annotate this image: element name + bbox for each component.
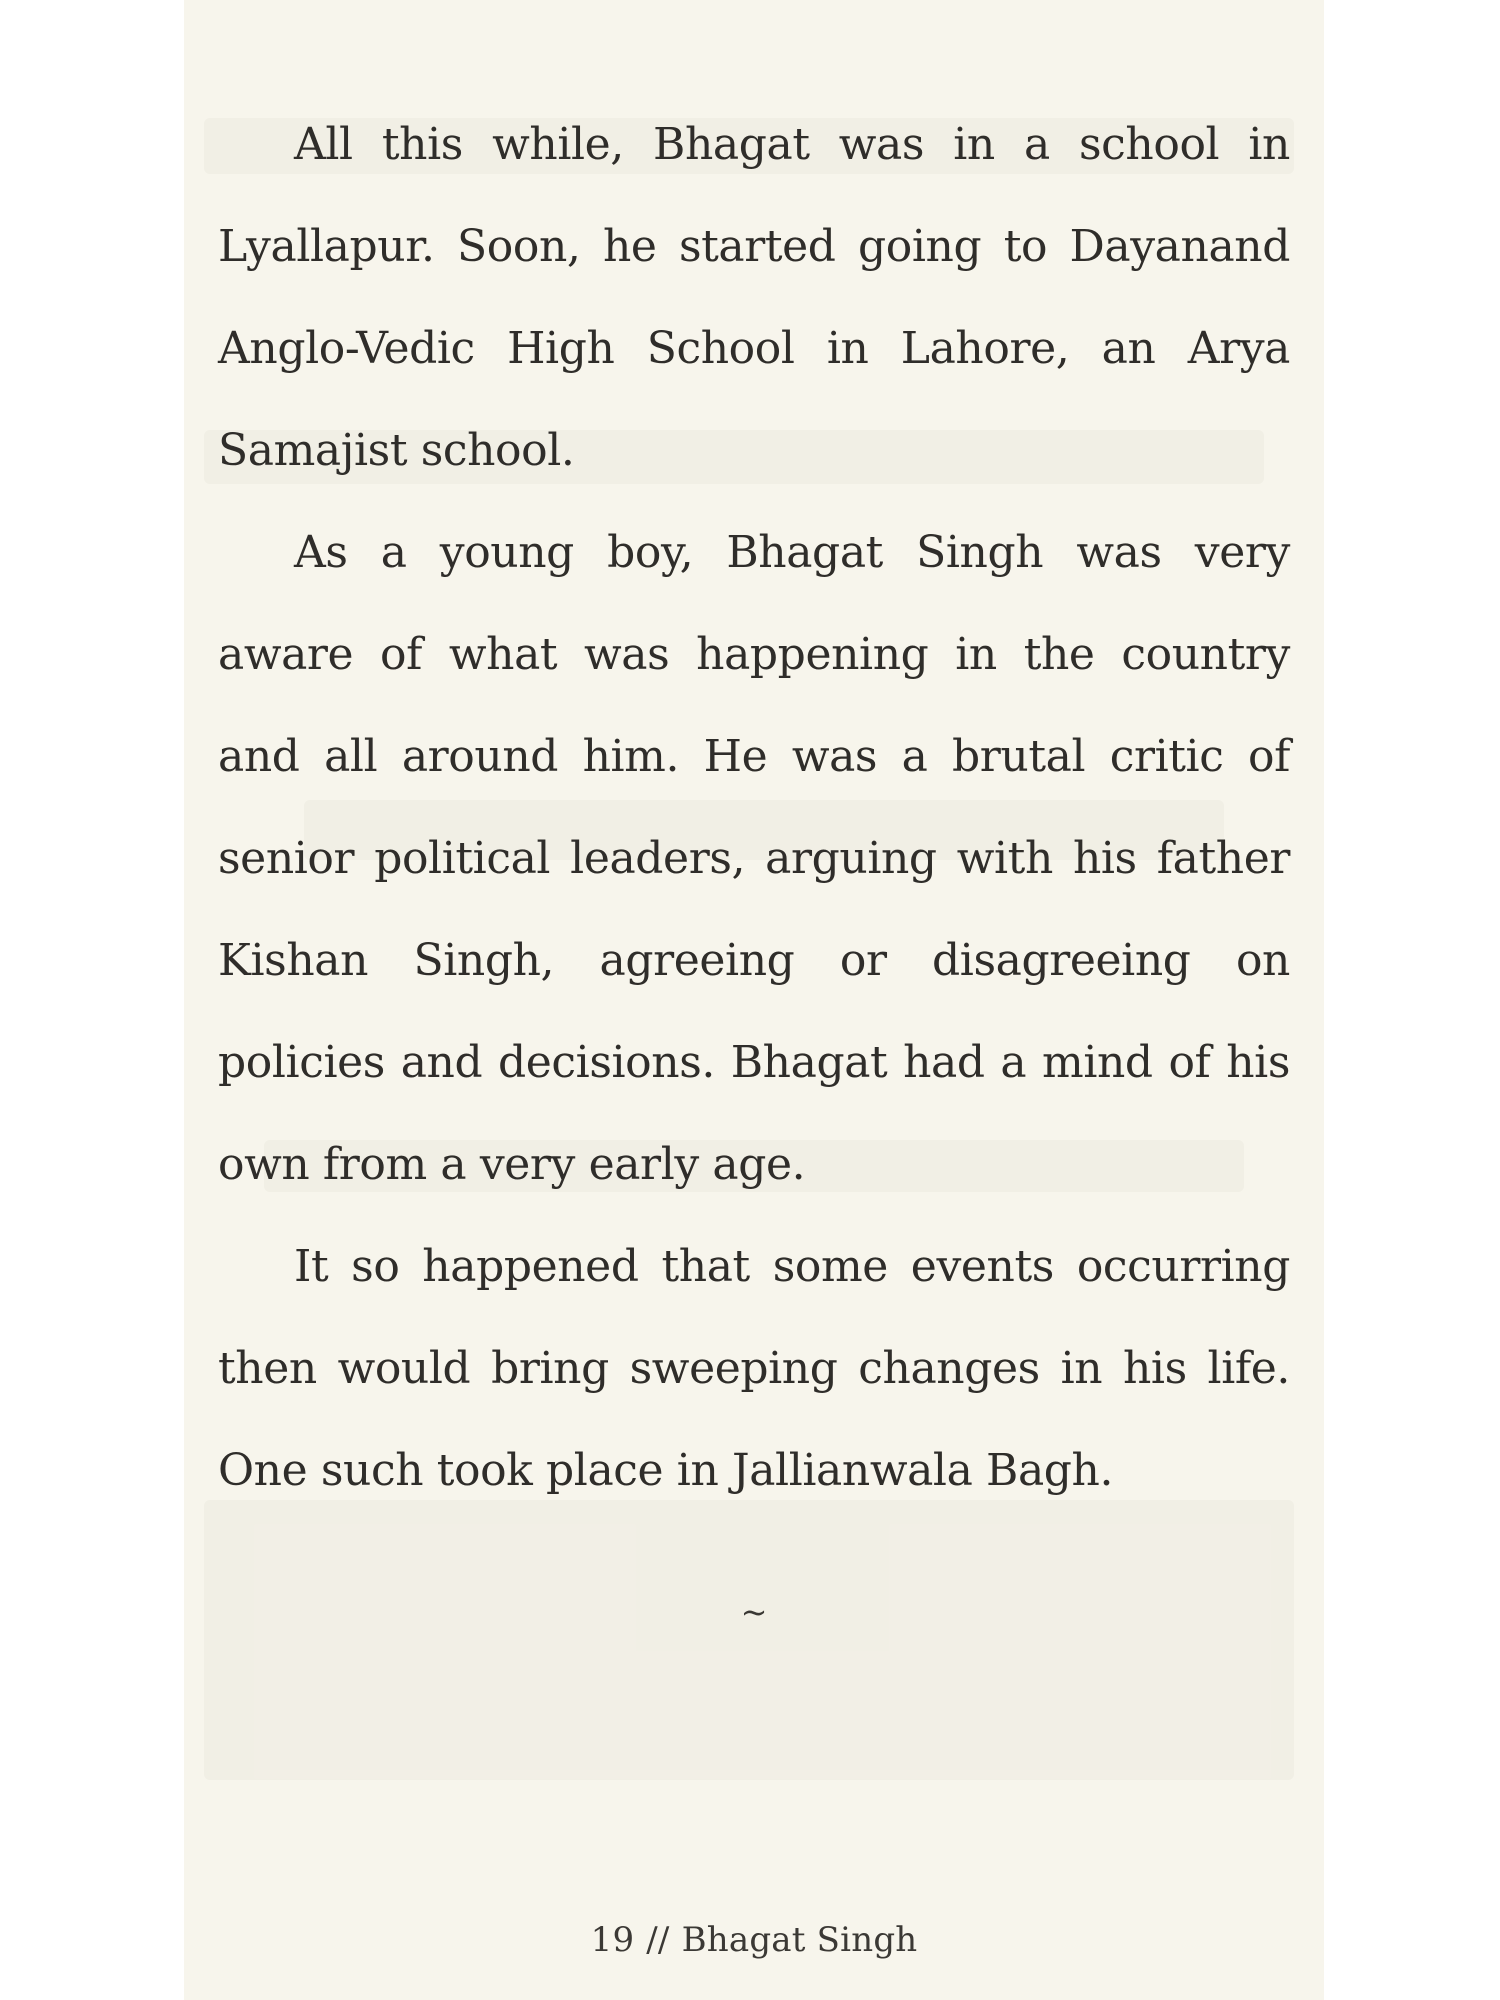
footer-separator: // <box>646 1920 670 1960</box>
paragraph-3: It so happened that some events occurring then would bring sweeping changes in his life. One such took place in Jallianwala Bagh. <box>218 1241 1290 1496</box>
paragraph-1: All this while, Bhagat was in a school in Lyallapur. Soon, he started going to Dayanand Anglo-Vedic High School in Lahore, an Arya Samajist school. <box>218 119 1290 476</box>
paragraph-2: As a young boy, Bhagat Singh was very aware of what was happening in the country and all around him. He was a brutal critic of senior political leaders, arguing with his father Kishan Singh, agreeing or disagreeing on policies and decisions. Bhagat had a mind of his own from a very early age. <box>218 527 1290 1190</box>
book-title: Bhagat Singh <box>681 1920 918 1960</box>
page-number: 19 <box>590 1920 635 1960</box>
book-page <box>184 0 1324 2000</box>
section-separator: ~ <box>740 1593 768 1631</box>
page-body-text <box>218 94 1290 1522</box>
page-footer <box>184 1918 1324 1962</box>
